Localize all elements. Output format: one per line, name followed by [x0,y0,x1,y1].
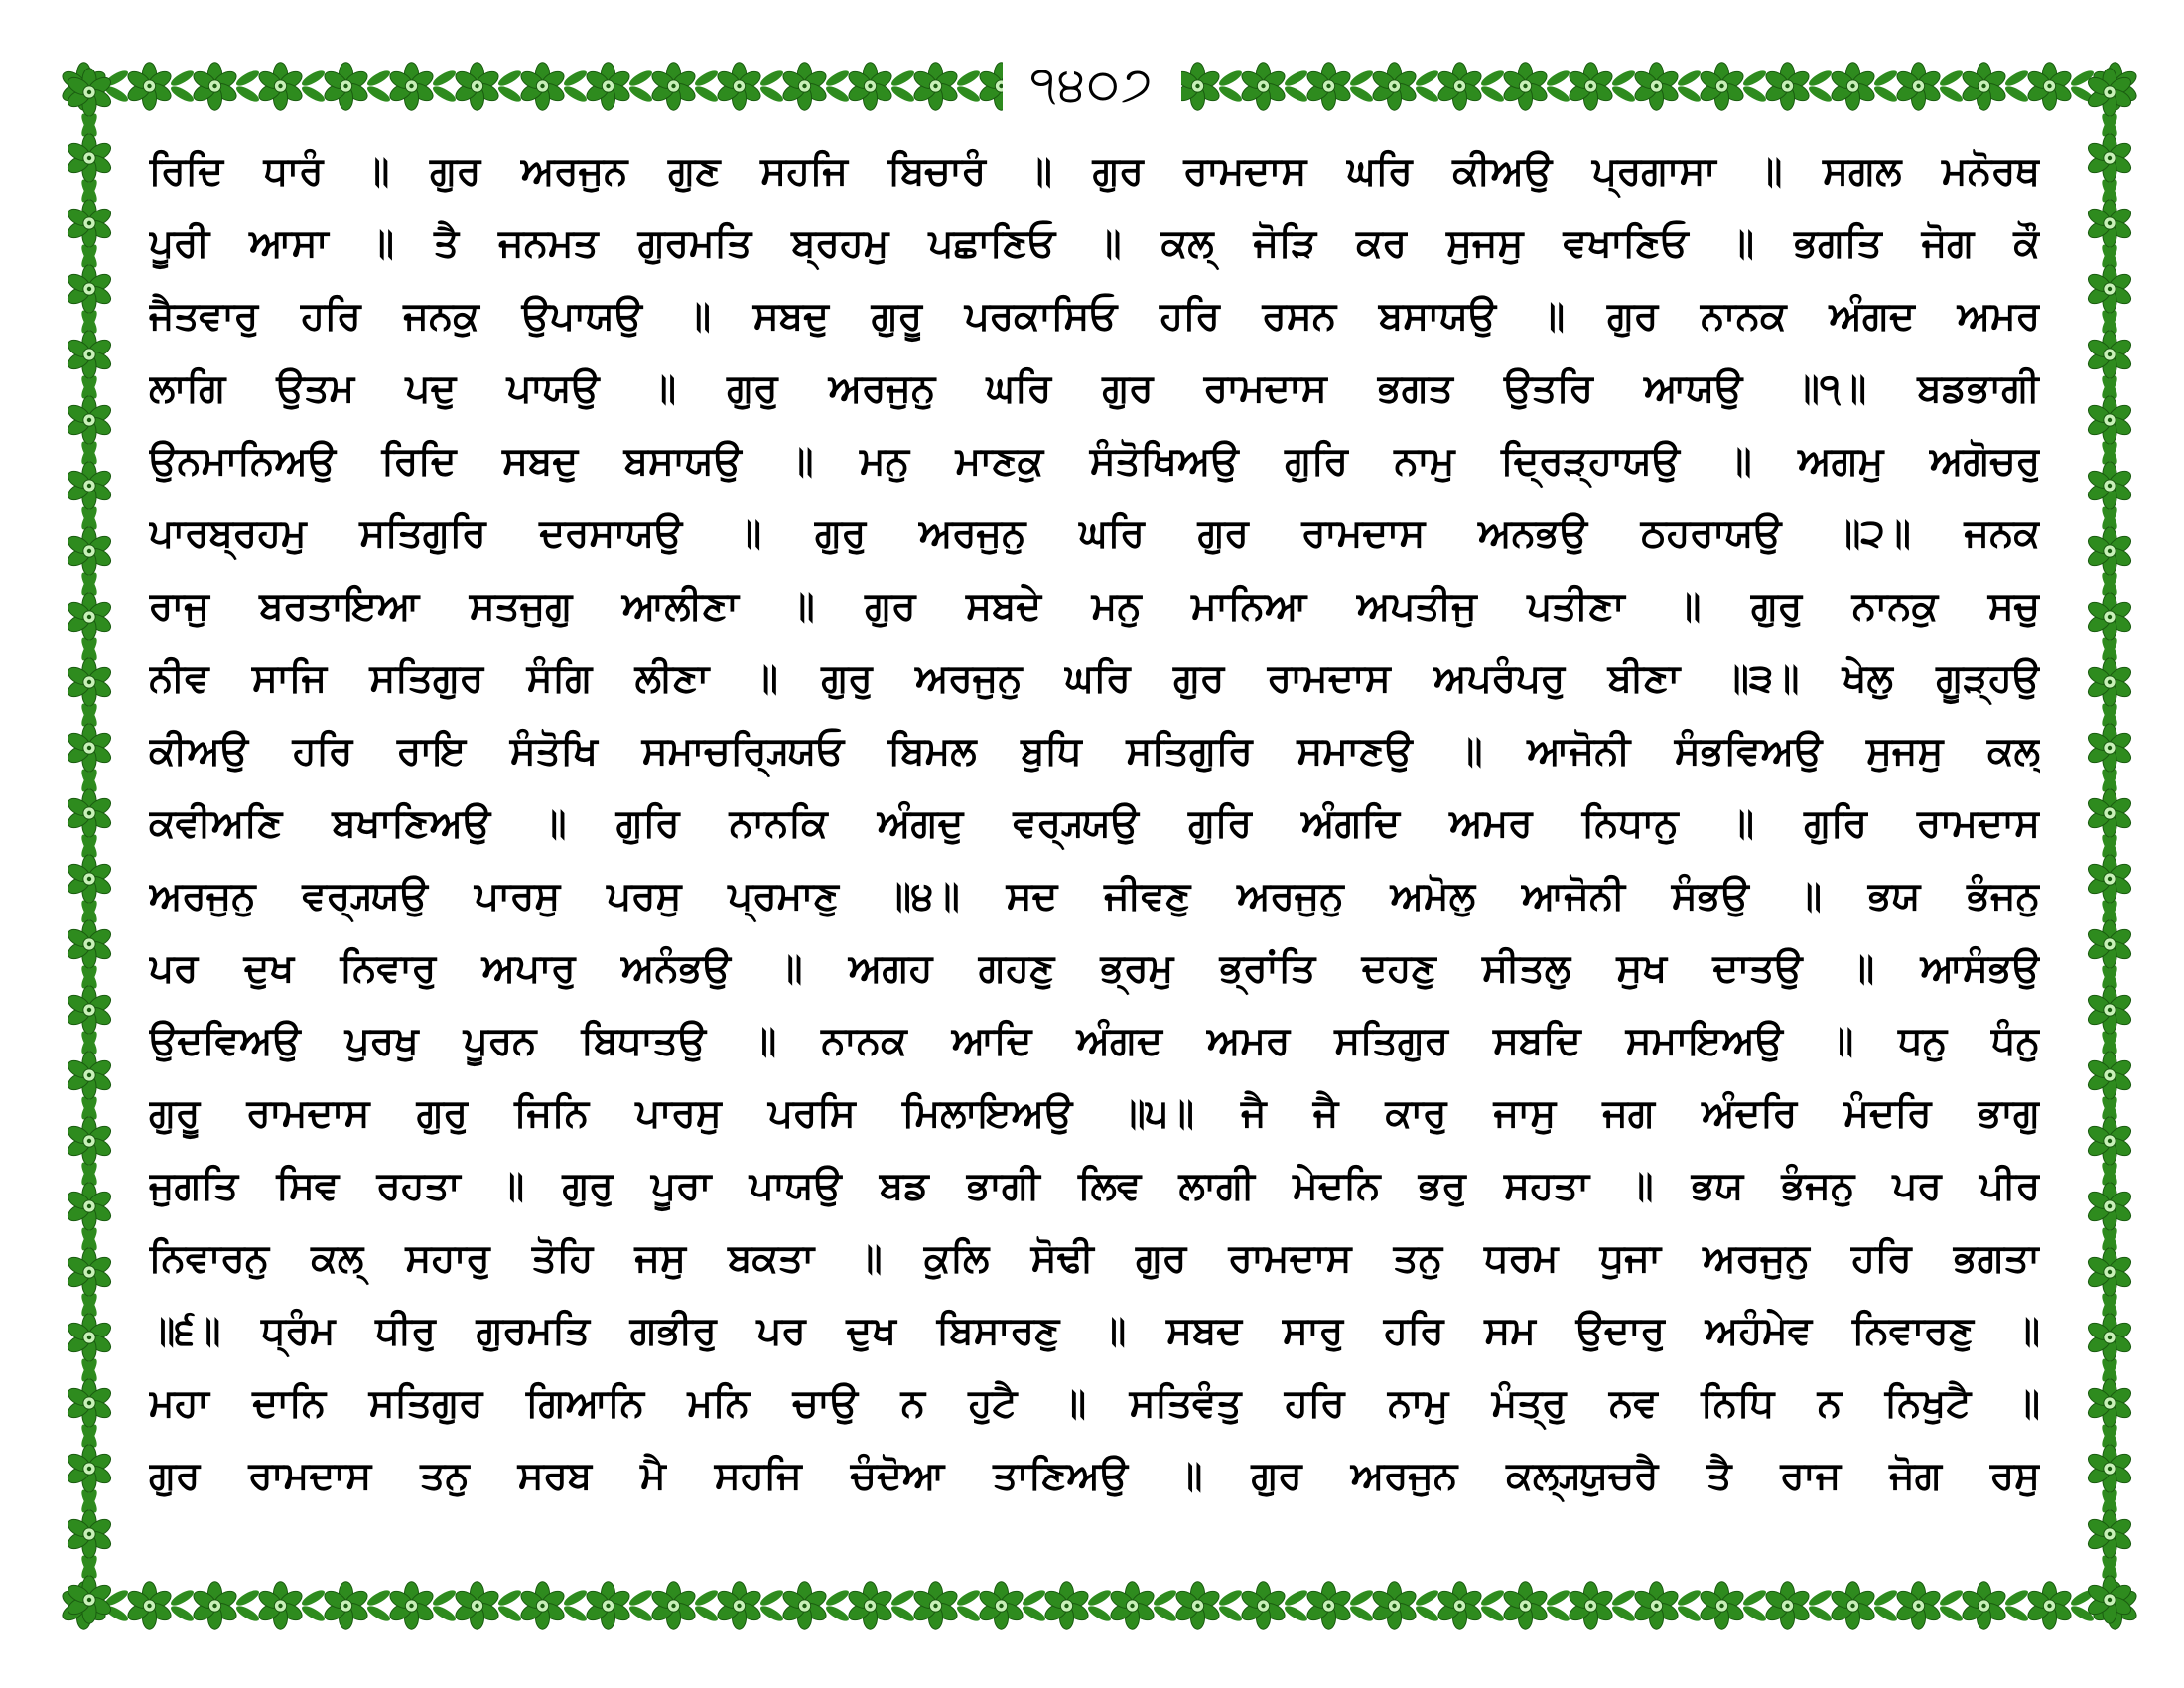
leaf-icon [431,83,458,104]
text-line: ਪੂਰੀ ਆਸਾ ॥ ਤੈ ਜਨਮਤ ਗੁਰਮਤਿ ਬ੍ਰਹਮੁ ਪਛਾਣਿਓ ॥ ਕਲ੍ ਜੋੜਿ ਕਰ ਸੁਜਸੁ ਵਖਾਣਿਓ ॥ ਭਗਤਿ ਜੋਗ ਕੌ [149,221,2040,266]
page-number: ੧੪੦੭ [1003,55,1181,114]
flower-icon [1763,63,1812,110]
leaf-icon [1479,1603,1506,1623]
flower-icon [977,1582,1025,1629]
flower-icon [584,63,632,110]
leaf-icon [1545,1603,1571,1623]
flower-icon [322,1582,370,1629]
leaf-icon [169,83,196,104]
flower-icon [649,1582,698,1629]
leaf-icon [169,1587,196,1608]
leaf-icon [234,83,261,104]
flower-icon [1698,63,1746,110]
leaf-icon [365,1603,392,1623]
flower-icon [322,63,370,110]
flower-icon [256,63,305,110]
leaf-icon [1217,1603,1244,1623]
leaf-icon [1676,1587,1703,1608]
flower-icon [66,462,114,509]
flower-icon [453,1582,501,1629]
leaf-icon [1414,68,1440,88]
leaf-icon [1545,68,1571,88]
flower-icon [2086,855,2134,903]
leaf-icon [1283,83,1309,104]
flower-icon [66,724,114,772]
flower-icon [2086,396,2134,444]
leaf-icon [300,1587,327,1608]
leaf-icon [1872,1603,1899,1623]
flower-icon [191,1582,239,1629]
flower-icon [2086,1248,2134,1296]
leaf-icon [1938,68,1965,88]
flower-icon [191,63,239,110]
leaf-icon [234,1587,261,1608]
flower-icon [1501,1582,1550,1629]
leaf-icon [1610,83,1637,104]
flower-icon [2086,331,2134,378]
leaf-icon [1741,1587,1768,1608]
flower-icon [1698,1582,1746,1629]
text-line: ਅਰਜੁਨੁ ਵਰ੍ਯ੍ਯਉ ਪਾਰਸੁ ਪਰਸੁ ਪ੍ਰਮਾਣੁ ॥੪॥ ਸਦ ਜੀਵਣੁ ਅਰਜੁਨੁ ਅਮੋਲੁ ਆਜੋਨੀ ਸੰਭਉ ॥ ਭਯ ਭੰਜਨੁ [149,874,2040,918]
flower-icon [2086,1576,2134,1623]
flower-icon [66,593,114,640]
leaf-icon [824,1603,851,1623]
leaf-icon [1741,68,1768,88]
flower-icon [66,200,114,247]
leaf-icon [824,83,851,104]
flower-icon [66,1576,114,1623]
flower-icon [780,63,829,110]
text-line: ਉਨਮਾਨਿਅਉ ਰਿਦਿ ਸਬਦੁ ਬਸਾਯਉ ॥ ਮਨੁ ਮਾਣਕੁ ਸੰਤੋਖਿਅਉ ਗੁਰਿ ਨਾਮੁ ਦ੍ਰਿੜ੍ਹਾਯਉ ॥ ਅਗਮੁ ਅਗੋਚਰੁ [149,439,2040,484]
leaf-icon [1086,1603,1113,1623]
floral-border-left [55,52,124,1640]
flower-icon [1501,63,1550,110]
flower-icon [66,1248,114,1296]
leaf-icon [431,68,458,88]
flower-icon [66,789,114,837]
flower-icon [66,1183,114,1230]
flower-icon [66,69,114,116]
flower-icon [1042,1582,1091,1629]
text-line: ਰਿਦਿ ਧਾਰੰ ॥ ਗੁਰ ਅਰਜੁਨ ਗੁਣ ਸਹਜਿ ਬਿਚਾਰੰ ॥ ਗੁਰ ਰਾਮਦਾਸ ਘਰਿ ਕੀਅਉ ਪ੍ਰਗਾਸਾ ॥ ਸਗਲ ਮਨੋਰਥ [149,149,2040,194]
leaf-icon [955,1603,982,1623]
flower-icon [1108,1582,1157,1629]
leaf-icon [1676,83,1703,104]
flower-icon [2086,69,2134,116]
leaf-icon [365,68,392,88]
leaf-icon [1348,1603,1375,1623]
flower-icon [1960,1582,2008,1629]
leaf-icon [562,68,589,88]
leaf-icon [1152,1587,1178,1608]
flower-icon [66,331,114,378]
flower-icon [715,63,763,110]
leaf-icon [1348,83,1375,104]
leaf-icon [1610,1587,1637,1608]
text-line: ਜੁਗਤਿ ਸਿਵ ਰਹਤਾ ॥ ਗੁਰੁ ਪੂਰਾ ਪਾਯਉ ਬਡ ਭਾਗੀ ਲਿਵ ਲਾਗੀ ਮੇਦਨਿ ਭਰੁ ਸਹਤਾ ॥ ਭਯ ਭੰਜਨੁ ਪਰ ਪੀਰ [149,1164,2040,1208]
flower-icon [66,855,114,903]
flower-icon [1173,1582,1222,1629]
flower-icon [2086,789,2134,837]
leaf-icon [1021,1587,1047,1608]
leaf-icon [1152,1603,1178,1623]
text-line: ਜੈਤਵਾਰੁ ਹਰਿ ਜਨਕੁ ਉਪਾਯਉ ॥ ਸਬਦੁ ਗੁਰੂ ਪਰਕਾਸਿਓ ਹਰਿ ਰਸਨ ਬਸਾਯਉ ॥ ਗੁਰ ਨਾਨਕ ਅੰਗਦ ਅਮਰ [149,294,2040,339]
leaf-icon [2003,1603,2030,1623]
leaf-icon [1938,1603,1965,1623]
flower-icon [453,63,501,110]
flower-icon [2086,1117,2134,1165]
floral-border-right [2075,52,2144,1640]
flower-icon [66,1379,114,1427]
leaf-icon [889,83,916,104]
leaf-icon [300,68,327,88]
leaf-icon [1938,83,1965,104]
leaf-icon [889,68,916,88]
leaf-icon [1086,1587,1113,1608]
leaf-icon [889,1603,916,1623]
flower-icon [66,396,114,444]
leaf-icon [758,83,785,104]
leaf-icon [365,83,392,104]
flower-icon [2025,63,2074,110]
flower-icon [66,265,114,313]
leaf-icon [496,1603,523,1623]
flower-icon [66,134,114,182]
leaf-icon [627,68,654,88]
leaf-icon [234,68,261,88]
flower-icon [66,1510,114,1558]
flower-icon [66,920,114,968]
flower-icon [2086,200,2134,247]
flower-icon [125,63,174,110]
flower-icon [2086,134,2134,182]
leaf-icon [496,83,523,104]
leaf-icon [758,1587,785,1608]
flower-icon [1632,63,1681,110]
leaf-icon [2003,68,2030,88]
flower-icon [2086,1445,2134,1492]
flower-icon [1435,63,1484,110]
text-line: ਕਵੀਅਣਿ ਬਖਾਣਿਅਉ ॥ ਗੁਰਿ ਨਾਨਕਿ ਅੰਗਦੁ ਵਰ੍ਯ੍ਯਉ ਗੁਰਿ ਅੰਗਦਿ ਅਮਰ ਨਿਧਾਨੁ ॥ ਗੁਰਿ ਰਾਮਦਾਸ [149,801,2040,846]
flower-icon [66,986,114,1034]
flower-icon [1304,63,1353,110]
leaf-icon [1741,83,1768,104]
leaf-icon [1807,1603,1834,1623]
leaf-icon [169,68,196,88]
leaf-icon [693,1603,720,1623]
leaf-icon [1283,1603,1309,1623]
flower-icon [1829,1582,1877,1629]
flower-icon [2086,658,2134,706]
leaf-icon [824,1587,851,1608]
flower-icon [2086,265,2134,313]
flower-icon [1632,1582,1681,1629]
leaf-icon [431,1587,458,1608]
leaf-icon [1479,68,1506,88]
leaf-icon [1741,1603,1768,1623]
flower-icon [780,1582,829,1629]
leaf-icon [1610,68,1637,88]
flower-icon [2086,1183,2134,1230]
text-line: ਲਾਗਿ ਉਤਮ ਪਦੁ ਪਾਯਉ ॥ ਗੁਰੁ ਅਰਜੁਨੁ ਘਰਿ ਗੁਰ ਰਾਮਦਾਸ ਭਗਤ ਉਤਰਿ ਆਯਉ ॥੧॥ ਬਡਭਾਗੀ [149,366,2040,411]
leaf-icon [2003,1587,2030,1608]
flower-icon [1370,1582,1419,1629]
leaf-icon [1021,1603,1047,1623]
flower-icon [584,1582,632,1629]
leaf-icon [758,68,785,88]
leaf-icon [627,83,654,104]
leaf-icon [1479,83,1506,104]
leaf-icon [1348,68,1375,88]
leaf-icon [234,1603,261,1623]
flower-icon [1239,1582,1288,1629]
flower-icon [1567,63,1615,110]
text-line: ਨੀਵ ਸਾਜਿ ਸਤਿਗੁਰ ਸੰਗਿ ਲੀਣਾ ॥ ਗੁਰੁ ਅਰਜੁਨੁ ਘਰਿ ਗੁਰ ਰਾਮਦਾਸ ਅਪਰੰਪਰੁ ਬੀਣਾ ॥੩॥ ਖੇਲੁ ਗੂੜ੍ਹਉ [149,656,2040,701]
leaf-icon [1414,83,1440,104]
flower-icon [66,658,114,706]
floral-border-bottom [55,1571,2144,1640]
leaf-icon [1545,1587,1571,1608]
text-line: ਗੁਰੂ ਰਾਮਦਾਸ ਗੁਰੁ ਜਿਨਿ ਪਾਰਸੁ ਪਰਸਿ ਮਿਲਾਇਅਉ ॥੫॥ ਜੈ ਜੈ ਕਾਰੁ ਜਾਸੁ ਜਗ ਅੰਦਰਿ ਮੰਦਰਿ ਭਾਗੁ [149,1091,2040,1136]
leaf-icon [1217,1587,1244,1608]
leaf-icon [1414,1587,1440,1608]
text-line: ਪਾਰਬ੍ਰਹਮੁ ਸਤਿਗੁਰਿ ਦਰਸਾਯਉ ॥ ਗੁਰੁ ਅਰਜੁਨੁ ਘਰਿ ਗੁਰ ਰਾਮਦਾਸ ਅਨਭਉ ਠਹਰਾਯਉ ॥੨॥ ਜਨਕ [149,511,2040,556]
flower-icon [2086,1314,2134,1361]
leaf-icon [1348,1587,1375,1608]
flower-icon [518,63,567,110]
flower-icon [66,1445,114,1492]
leaf-icon [1676,68,1703,88]
leaf-icon [1610,1603,1637,1623]
flower-icon [649,63,698,110]
leaf-icon [2003,83,2030,104]
leaf-icon [758,1603,785,1623]
leaf-icon [300,83,327,104]
flower-icon [387,1582,436,1629]
flower-icon [2086,986,2134,1034]
leaf-icon [1479,1587,1506,1608]
text-line: ਪਰ ਦੁਖ ਨਿਵਾਰੁ ਅਪਾਰੁ ਅਨੰਭਉ ॥ ਅਗਹ ਗਹਣੁ ਭ੍ਰਮੁ ਭ੍ਰਾਂਤਿ ਦਹਣੁ ਸੀਤਲੁ ਸੁਖ ਦਾਤਉ ॥ ਆਸੰਭਉ [149,946,2040,991]
flower-icon [1304,1582,1353,1629]
leaf-icon [627,1587,654,1608]
leaf-icon [1807,68,1834,88]
flower-icon [911,1582,960,1629]
flower-icon [1894,1582,1943,1629]
leaf-icon [889,1587,916,1608]
leaf-icon [300,1603,327,1623]
flower-icon [2086,1379,2134,1427]
flower-icon [2086,724,2134,772]
leaf-icon [562,83,589,104]
leaf-icon [1872,68,1899,88]
text-line: ਰਾਜੁ ਬਰਤਾਇਆ ਸਤਜੁਗੁ ਆਲੀਣਾ ॥ ਗੁਰ ਸਬਦੇ ਮਨੁ ਮਾਨਿਆ ਅਪਤੀਜੁ ਪਤੀਣਾ ॥ ਗੁਰੁ ਨਾਨਕੁ ਸਚੁ [149,584,2040,629]
leaf-icon [1545,83,1571,104]
flower-icon [518,1582,567,1629]
text-line: ਉਦਵਿਅਉ ਪੁਰਖੁ ਪੂਰਨ ਬਿਧਾਤਉ ॥ ਨਾਨਕ ਆਦਿ ਅੰਗਦ ਅਮਰ ਸਤਿਗੁਰ ਸਬਦਿ ਸਮਾਇਅਉ ॥ ਧਨੁ ਧੰਨੁ [149,1019,2040,1063]
flower-icon [66,1117,114,1165]
leaf-icon [693,68,720,88]
flower-icon [2086,593,2134,640]
leaf-icon [1807,83,1834,104]
flower-icon [1763,1582,1812,1629]
flower-icon [2086,462,2134,509]
leaf-icon [627,1603,654,1623]
flower-icon [846,1582,894,1629]
text-line: ਕੀਅਉ ਹਰਿ ਰਾਇ ਸੰਤੋਖਿ ਸਮਾਚਰ੍ਯ੍ਯਿਓ ਬਿਮਲ ਬੁਧਿ ਸਤਿਗੁਰਿ ਸਮਾਣਉ ॥ ਆਜੋਨੀ ਸੰਭਵਿਅਉ ਸੁਜਸੁ ਕਲ੍ [149,729,2040,774]
leaf-icon [1283,68,1309,88]
leaf-icon [693,1587,720,1608]
flower-icon [1960,63,2008,110]
leaf-icon [955,83,982,104]
leaf-icon [496,68,523,88]
flower-icon [2086,1052,2134,1099]
leaf-icon [955,1587,982,1608]
leaf-icon [1872,1587,1899,1608]
flower-icon [911,63,960,110]
flower-icon [256,1582,305,1629]
flower-icon [1435,1582,1484,1629]
leaf-icon [1283,1587,1309,1608]
flower-icon [66,527,114,575]
leaf-icon [824,68,851,88]
leaf-icon [562,1587,589,1608]
flower-icon [715,1582,763,1629]
leaf-icon [169,1603,196,1623]
flower-icon [1370,63,1419,110]
leaf-icon [1872,83,1899,104]
leaf-icon [431,1603,458,1623]
leaf-icon [1938,1587,1965,1608]
leaf-icon [1414,1603,1440,1623]
flower-icon [66,1314,114,1361]
flower-icon [2086,527,2134,575]
flower-icon [2086,1510,2134,1558]
text-line: ॥੬॥ ਧ੍ਰੰਮ ਧੀਰੁ ਗੁਰਮਤਿ ਗਭੀਰੁ ਪਰ ਦੁਖ ਬਿਸਾਰਣੁ ॥ ਸਬਦ ਸਾਰੁ ਹਰਿ ਸਮ ਉਦਾਰੁ ਅਹੰਮੇਵ ਨਿਵਾਰਣੁ ॥ [149,1309,2040,1353]
leaf-icon [1676,1603,1703,1623]
leaf-icon [1217,68,1244,88]
flower-icon [1239,63,1288,110]
text-line: ਨਿਵਾਰਨੁ ਕਲ੍ ਸਹਾਰੁ ਤੋਹਿ ਜਸੁ ਬਕਤਾ ॥ ਕੁਲਿ ਸੋਢੀ ਗੁਰ ਰਾਮਦਾਸ ਤਨੁ ਧਰਮ ਧੁਜਾ ਅਰਜੁਨੁ ਹਰਿ ਭਗਤਾ [149,1236,2040,1281]
leaf-icon [365,1587,392,1608]
flower-icon [125,1582,174,1629]
leaf-icon [693,83,720,104]
leaf-icon [562,1603,589,1623]
text-line: ਮਹਾ ਦਾਨਿ ਸਤਿਗੁਰ ਗਿਆਨਿ ਮਨਿ ਚਾਉ ਨ ਹੁਟੈ ॥ ਸਤਿਵੰਤੁ ਹਰਿ ਨਾਮੁ ਮੰਤ੍ਰੁ ਨਵ ਨਿਧਿ ਨ ਨਿਖੁਟੈ ॥ [149,1381,2040,1426]
flower-icon [846,63,894,110]
gurmukhi-text-body [149,144,2040,1554]
flower-icon [2025,1582,2074,1629]
flower-icon [66,1052,114,1099]
flower-icon [1894,63,1943,110]
leaf-icon [496,1587,523,1608]
leaf-icon [1217,83,1244,104]
flower-icon [1567,1582,1615,1629]
flower-icon [1829,63,1877,110]
flower-icon [387,63,436,110]
leaf-icon [955,68,982,88]
leaf-icon [1807,1587,1834,1608]
text-line: ਗੁਰ ਰਾਮਦਾਸ ਤਨੁ ਸਰਬ ਮੈ ਸਹਜਿ ਚੰਦੋਆ ਤਾਣਿਅਉ ॥ ਗੁਰ ਅਰਜੁਨ ਕਲ੍ਯ੍ਯੁਚਰੈ ਤੈ ਰਾਜ ਜੋਗ ਰਸੁ [149,1454,2040,1498]
flower-icon [2086,920,2134,968]
